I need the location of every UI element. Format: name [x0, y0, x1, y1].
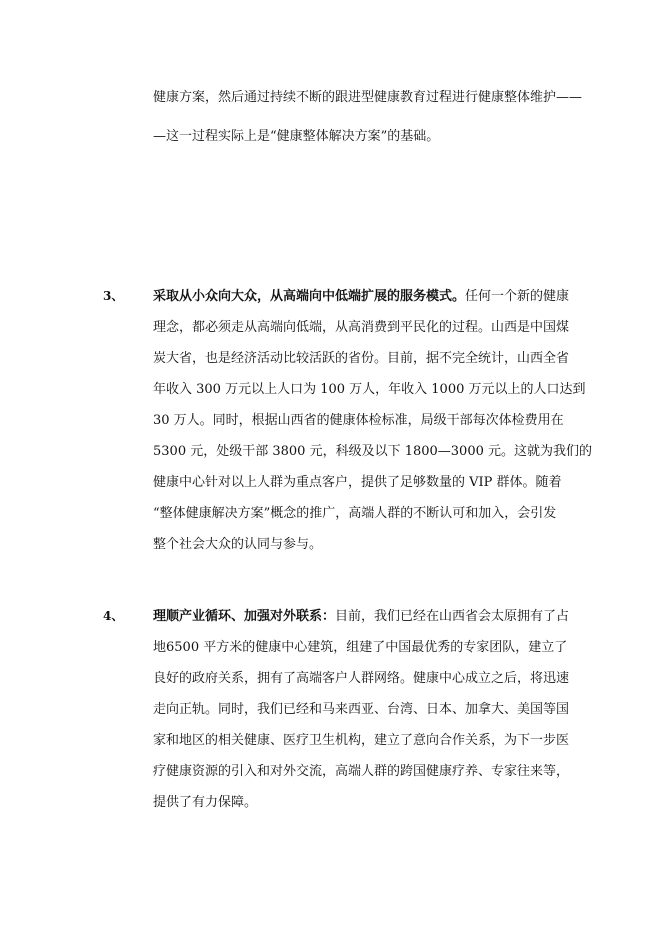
item-number: 4、 [103, 609, 124, 623]
item-line: 理念，都必须走从高端向低端，从高消费到平民化的过程。山西是中国煤 [153, 320, 570, 335]
item-number: 3、 [103, 289, 124, 303]
item-first-line-rest: 目前，我们已经在山西省会太原拥有了占 [335, 609, 570, 624]
item-line: 30 万人。同时，根据山西省的健康体检标准，局级干部每次体检费用在 [153, 413, 564, 428]
item-line: 地6500 平方米的健康中心建筑，组建了中国最优秀的专家团队，建立了 [153, 640, 568, 655]
item-body [153, 601, 598, 818]
item-line: 整个社会大众的认同与参与。 [153, 537, 323, 552]
item-line: 良好的政府关系，拥有了高端客户人群网络。健康中心成立之后，将迅速 [153, 671, 570, 686]
item-first-line-rest: 任何一个新的健康 [465, 289, 570, 304]
intro-line: 健康方案，然后通过持续不断的跟进型健康教育过程进行健康整体维护—— [153, 90, 583, 105]
intro-line: —这一过程实际上是“健康整体解决方案”的基础。 [153, 129, 440, 144]
item-first-line [153, 281, 598, 312]
item-first-line [153, 601, 598, 632]
intro-paragraph [153, 78, 598, 156]
item-line: 5300 元，处级干部 3800 元，科级及以下 1800—3000 元。这就为我们的 [153, 444, 592, 459]
item-line: 走向正轨。同时，我们已经和马来西亚、台湾、日本、加拿大、美国等国 [153, 702, 570, 717]
item-line: “整体健康解决方案”概念的推广，高端人群的不断认可和加入，会引发 [153, 506, 557, 521]
item-line: 提供了有力保障。 [153, 795, 258, 810]
item-line: 疗健康资源的引入和对外交流，高端人群的跨国健康疗养、专家往来等， [153, 764, 570, 779]
item-line: 家和地区的相关健康、医疗卫生机构，建立了意向合作关系，为下一步医 [153, 733, 570, 748]
item-line: 健康中心针对以上人群为重点客户，提供了足够数量的 VIP 群体。随着 [153, 475, 562, 490]
item-lead-heading: 理顺产业循环、加强对外联系： [153, 609, 336, 624]
item-body [153, 281, 598, 560]
item-lead-heading: 采取从小众向大众，从高端向中低端扩展的服务模式。 [153, 289, 466, 304]
item-line: 年收入 300 万元以上人口为 100 万人，年收入 1000 万元以上的人口达到 [153, 382, 586, 397]
item-line: 炭大省，也是经济活动比较活跃的省份。目前，据不完全统计，山西全省 [153, 351, 570, 366]
